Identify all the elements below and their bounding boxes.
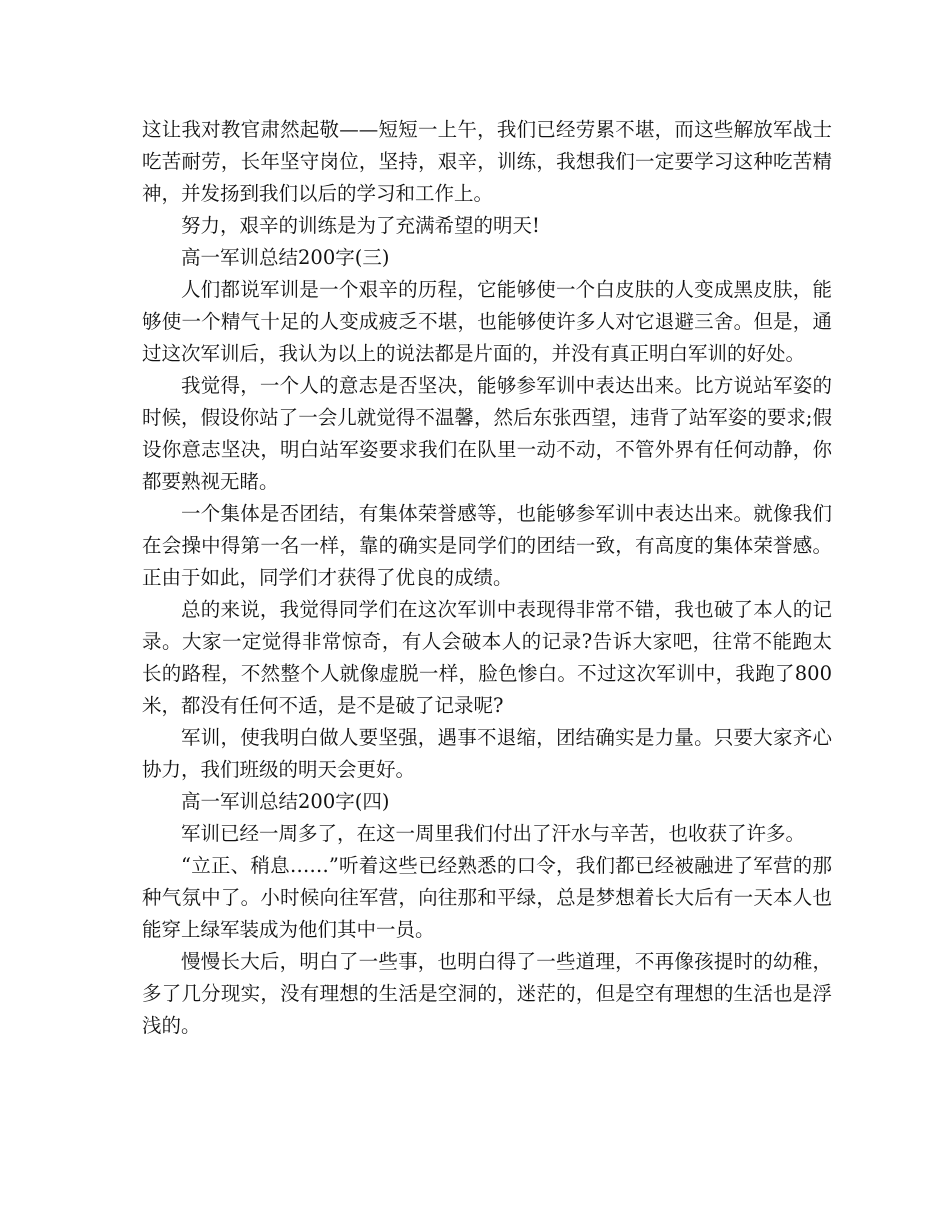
paragraph: 这让我对教官肃然起敬——短短一上午，我们已经劳累不堪，而这些解放军战士吃苦耐劳，长年坚守岗位，坚持，艰辛，训练，我想我们一定要学习这种吃苦精神，并发扬到我们以后的学习和工作上。 xyxy=(142,118,832,205)
paragraph: 军训，使我明白做人要坚强，遇事不退缩，团结确实是力量。只要大家齐心协力，我们班级的明天会更好。 xyxy=(142,726,832,781)
paragraph: 慢慢长大后，明白了一些事，也明白得了一些道理，不再像孩提时的幼稚，多了几分现实，没有理想的生活是空洞的，迷茫的，但是空有理想的生活也是浮浅的。 xyxy=(142,950,832,1037)
section-heading: 高一军训总结200字(三) xyxy=(181,246,390,269)
document-page xyxy=(142,114,832,1042)
paragraph: “立正、稍息……”听着这些已经熟悉的口令，我们都已经被融进了军营的那种气氛中了。小时候向往军营，向往那和平绿，总是梦想着长大后有一天本人也能穿上绿军装成为他们其中一员。 xyxy=(142,854,832,941)
paragraph: 我觉得，一个人的意志是否坚决，能够参军训中表达出来。比方说站军姿的时候，假设你站了一会儿就觉得不温馨，然后东张西望，违背了站军姿的要求;假设你意志坚决，明白站军姿要求我们在队里一动不动，不管外界有任何动静，你都要熟视无睹。 xyxy=(142,374,832,493)
paragraph: 军训已经一周多了，在这一周里我们付出了汗水与辛苦，也收获了许多。 xyxy=(181,822,806,845)
section-heading: 高一军训总结200字(四) xyxy=(181,790,390,813)
paragraph: 一个集体是否团结，有集体荣誉感等，也能够参军训中表达出来。就像我们在会操中得第一名一样，靠的确实是同学们的团结一致，有高度的集体荣誉感。正由于如此，同学们才获得了优良的成绩。 xyxy=(142,502,832,589)
paragraph: 努力，艰辛的训练是为了充满希望的明天! xyxy=(181,214,540,237)
paragraph: 人们都说军训是一个艰辛的历程，它能够使一个白皮肤的人变成黑皮肤，能够使一个精气十足的人变成疲乏不堪，也能够使许多人对它退避三舍。但是，通过这次军训后，我认为以上的说法都是片面的，并没有真正明白军训的好处。 xyxy=(142,278,832,365)
paragraph: 总的来说，我觉得同学们在这次军训中表现得非常不错，我也破了本人的记录。大家一定觉得非常惊奇，有人会破本人的记录?告诉大家吧，往常不能跑太长的路程，不然整个人就像虚脱一样，脸色惨白。不过这次军训中，我跑了800米，都没有任何不适，是不是破了记录呢? xyxy=(142,598,832,717)
